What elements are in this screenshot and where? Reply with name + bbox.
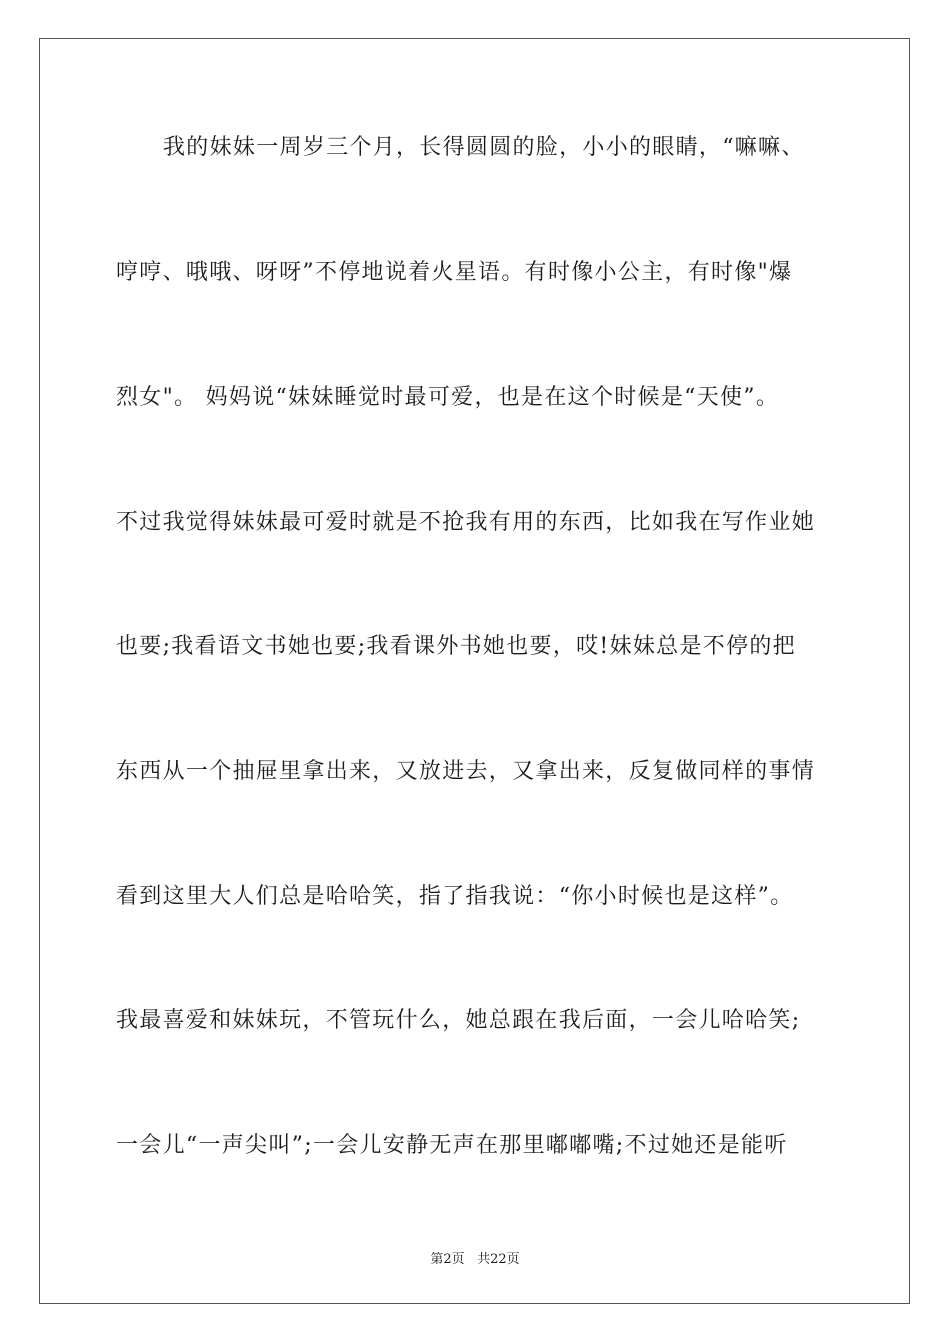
paragraph-line-9: 一会儿“一声尖叫”;一会儿安静无声在那里嘟嘟嘴;不过她还是能听 (116, 1133, 788, 1158)
page-number: 第2页 (430, 1252, 465, 1267)
paragraph-line-3: 烈女"。 妈妈说“妹妹睡觉时最可爱，也是在这个时候是“天使”。 (116, 385, 780, 410)
paragraph-line-2: 哼哼、哦哦、呀呀”不停地说着火星语。有时像小公主，有时像"爆 (116, 260, 793, 285)
page-footer (0, 1248, 950, 1267)
page-frame (39, 38, 910, 1304)
paragraph-line-8: 我最喜爱和妹妹玩，不管玩什么，她总跟在我后面，一会儿哈哈笑; (116, 1008, 801, 1033)
paragraph-line-7: 看到这里大人们总是哈哈笑，指了指我说：“你小时候也是这样”。 (116, 884, 794, 909)
page-total: 共22页 (477, 1252, 520, 1267)
paragraph-line-4: 不过我觉得妹妹最可爱时就是不抢我有用的东西，比如我在写作业她 (116, 510, 816, 535)
paragraph-line-1: 我的妹妹一周岁三个月，长得圆圆的脸，小小的眼睛，“嘛嘛、 (163, 135, 805, 160)
paragraph-line-6: 东西从一个抽屉里拿出来，又放进去，又拿出来，反复做同样的事情 (116, 759, 816, 784)
paragraph-line-5: 也要;我看语文书她也要;我看课外书她也要，哎!妹妹总是不停的把 (116, 634, 796, 659)
